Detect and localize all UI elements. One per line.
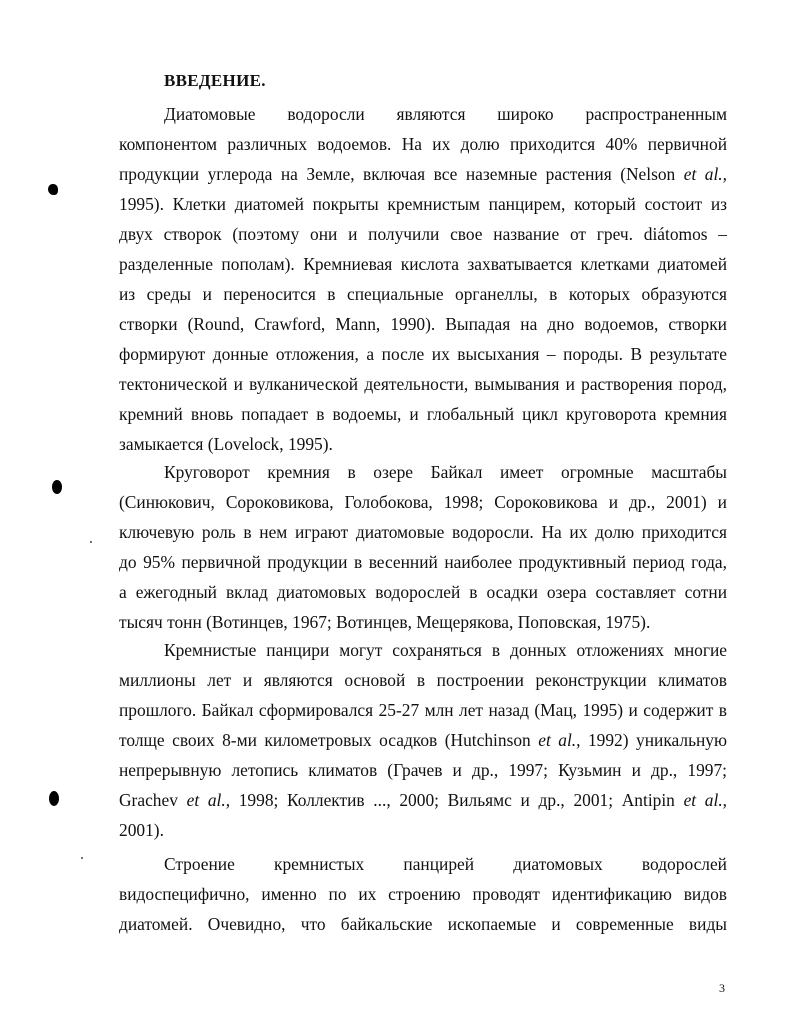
text-segment: продукции углерода на Земле, включая все наземные растения (Nelson xyxy=(119,164,676,184)
text-line xyxy=(119,725,727,755)
text-segment: 1998; Коллектив ..., 2000; Вильямс и др., 2001; Antipin xyxy=(238,790,675,810)
text-line: видоспецифично, именно по их строению проводят идентификацию видов xyxy=(119,884,727,904)
paragraph-3 xyxy=(119,635,727,845)
text-segment: 1992) уникальную xyxy=(587,730,727,750)
text-line xyxy=(119,785,727,815)
text-line: до 95% первичной продукции в весенний наиболее продуктивный период года, xyxy=(119,552,727,572)
page-number: 3 xyxy=(719,981,725,995)
punch-hole-mark xyxy=(49,791,59,806)
text-line: Диатомовые водоросли являются широко распространенным xyxy=(164,104,727,124)
section-heading: ВВЕДЕНИЕ. xyxy=(164,71,266,90)
paragraph-1 xyxy=(119,99,727,459)
punch-hole-mark xyxy=(52,480,62,494)
text-segment: Grachev xyxy=(119,790,178,810)
text-line: тектонической и вулканической деятельности, вымывания и растворения пород, xyxy=(119,374,727,394)
text-line: 2001). xyxy=(119,820,164,840)
text-line: тысяч тонн (Вотинцев, 1967; Вотинцев, Мещерякова, Поповская, 1975). xyxy=(119,612,651,632)
text-line: миллионы лет и являются основой в построении реконструкции климатов xyxy=(119,670,727,690)
text-line: Строение кремнистых панцирей диатомовых водорослей xyxy=(164,854,727,874)
scan-speck xyxy=(81,857,83,859)
text-line: створки (Round, Crawford, Mann, 1990). Выпадая на дно водоемов, створки xyxy=(119,314,727,334)
text-line: прошлого. Байкал сформировался 25-27 млн лет назад (Мац, 1995) и содержит в xyxy=(119,700,727,720)
text-line: из среды и переносится в специальные органеллы, в которых образуются xyxy=(119,284,727,304)
italic-segment: et al., xyxy=(186,790,231,810)
text-line: ключевую роль в нем играют диатомовые водоросли. На их долю приходится xyxy=(119,522,727,542)
text-line: формируют донные отложения, а после их высыхания – породы. В результате xyxy=(119,344,727,364)
text-line: а ежегодный вклад диатомовых водорослей в осадки озера составляет сотни xyxy=(119,582,727,602)
text-line xyxy=(119,159,727,189)
scan-speck xyxy=(90,541,92,543)
paragraph-4 xyxy=(119,849,727,939)
text-line: двух створок (поэтому они и получили свое название от греч. diátomos – xyxy=(119,224,727,244)
text-line: 1995). Клетки диатомей покрыты кремнистым панцирем, который состоит из xyxy=(119,194,727,214)
text-line: замыкается (Lovelock, 1995). xyxy=(119,434,333,454)
text-line: непрерывную летопись климатов (Грачев и др., 1997; Кузьмин и др., 1997; xyxy=(119,760,727,780)
italic-segment: et al., xyxy=(683,164,727,184)
text-line: кремний вновь попадает в водоемы, и глобальный цикл круговорота кремния xyxy=(119,404,727,424)
text-segment: толще своих 8-ми километровых осадков (Hutchinson xyxy=(119,730,531,750)
text-line: диатомей. Очевидно, что байкальские ископаемые и современные виды xyxy=(119,914,727,934)
text-line: Круговорот кремния в озере Байкал имеет огромные масштабы xyxy=(164,462,727,482)
text-line: разделенные пополам). Кремниевая кислота захватывается клетками диатомей xyxy=(119,254,727,274)
italic-segment: et al., xyxy=(538,730,581,750)
italic-segment: et al., xyxy=(683,790,728,810)
punch-hole-mark xyxy=(48,184,58,195)
text-line: Кремнистые панцири могут сохраняться в донных отложениях многие xyxy=(164,640,727,660)
text-line: компонентом различных водоемов. На их долю приходится 40% первичной xyxy=(119,134,727,154)
paragraph-2 xyxy=(119,457,727,637)
text-line: (Синюкович, Сороковикова, Голобокова, 1998; Сороковикова и др., 2001) и xyxy=(119,492,727,512)
